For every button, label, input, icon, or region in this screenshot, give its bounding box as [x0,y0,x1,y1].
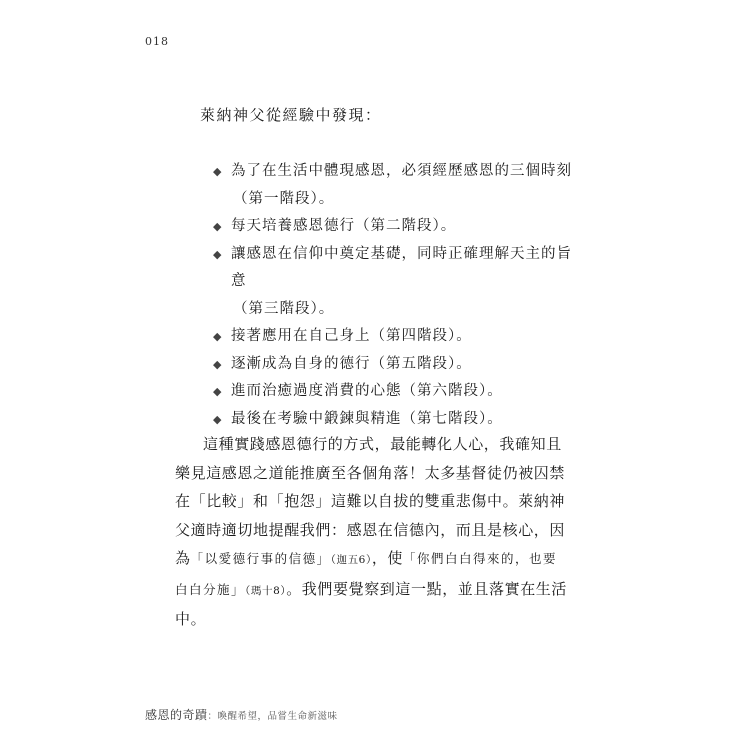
diamond-bullet-icon: ◆ [213,357,223,371]
diamond-bullet-icon: ◆ [213,330,223,343]
paragraph-text: 這種實踐感恩德行的方式，最能轉化人心，我確知且樂見這感恩之道能推廣至各個角落！太多基督徒仍被囚禁在「比較」和「抱怨」這難以自拔的雙重悲傷中。萊納神父適時適切地提醒我們：感恩在信德內，而且是核心，因為 [175,435,566,567]
paragraph-text: ，使 [371,549,404,567]
list-item [213,323,583,351]
body-paragraph [175,430,570,634]
scripture-quote: 「你們白白得來的，也要白白分施」 [175,551,558,597]
paragraph-text: 。我們要覺察到這一點，並且落實在生活中。 [175,579,568,628]
list-item [213,406,583,434]
list-item-text: 讓感恩在信仰中奠定基礎，同時正確理解天主的旨意 [231,245,572,289]
list-item-text: 每天培養感恩德行（第二階段）。 [231,218,457,234]
running-footer [145,706,338,723]
diamond-bullet-icon: ◆ [213,412,223,426]
list-item-text: 最後在考驗中鍛鍊與精進（第七階段）。 [231,410,503,427]
book-subtitle: ：喚醒希望，品嘗生命新滋味 [207,711,338,722]
diamond-bullet-icon: ◆ [213,165,223,178]
page-number: 018 [145,35,169,48]
list-item-text: 逐漸成為自身的德行（第五階段）。 [231,355,472,372]
diamond-bullet-icon: ◆ [213,220,223,233]
list-item [213,378,583,406]
list-item [213,351,583,379]
list-item [213,158,583,213]
list-item-continuation: （第三階段）。 [233,300,335,317]
list-item-text: 接著應用在自己身上（第四階段）。 [231,328,472,344]
intro-line: 萊納神父從經驗中發現： [200,106,382,124]
scripture-reference: （迦五6） [330,554,372,566]
stage-list [213,158,583,433]
book-title: 感恩的奇蹟 [145,708,208,722]
scripture-reference: （瑪十8） [245,584,287,597]
list-item [213,241,583,324]
list-item-text: 為了在生活中體現感恩，必須經歷感恩的三個時刻 [231,163,572,179]
diamond-bullet-icon: ◆ [213,247,223,261]
list-item [213,213,583,241]
list-item-continuation: （第一階段）。 [233,190,335,207]
list-item-text: 進而治癒過度消費的心態（第六階段）。 [231,383,503,399]
scripture-quote: 「以愛德行事的信德」 [190,551,331,566]
diamond-bullet-icon: ◆ [213,385,223,398]
